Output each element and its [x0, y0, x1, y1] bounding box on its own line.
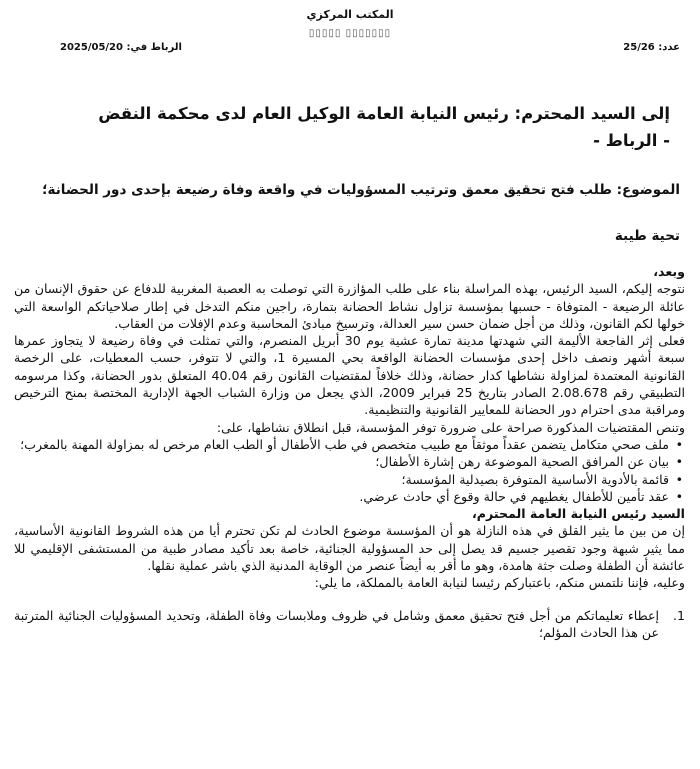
- bullet-icon: •: [675, 488, 683, 504]
- subject-line: الموضوع: طلب فتح تحقيق معمق وترتيب المسؤوليات في واقعة وفاة رضيعة بإحدى دور الحضانة؛: [42, 182, 680, 198]
- paragraph-5: وعليه، فإننا نلتمس منكم، باعتباركم رئيسا لنيابة العامة بالمملكة، ما يلي:: [314, 575, 685, 591]
- item-text: إعطاء تعليماتكم من أجل فتح تحقيق معمق وشامل في ظروف وملابسات وفاة الطفلة، وتحديد المسؤوليات الجنائية المترتبة عن هذا الحادث المؤلم؛: [14, 607, 659, 640]
- paragraph-3: وتنص المقتضيات المذكورة صراحة على ضرورة توفر المؤسسة، قبل انطلاق نشاطها، على:: [216, 419, 685, 435]
- letter-date: الرباط في: 2025/05/20: [60, 42, 182, 53]
- item-number: 1.: [672, 607, 685, 623]
- list-item: • قائمة بالأدوية الأساسية المتوفرة بصيدلية المؤسسة؛: [401, 471, 683, 487]
- bullet-icon: •: [675, 454, 683, 470]
- list-item: • بيان عن المرافق الصحية الموضوعة رهن إشارة الأطفال؛: [375, 454, 683, 470]
- paragraph-4: إن من بين ما يثير القلق في هذه النازلة هو أن المؤسسة موضوع الحادث لم تكن تحترم أيا من هذه الشروط القانونية الأساسية، مما يثير شبهة وجود تقصير جسيم قد يصل إلى حد المسؤولية الجنائية، خاصة بعد تأكيد مصادر طبية من المستشفى الإقليمي للا عائشة أن الطفلة وصلت جثة هامدة، وهو ما أقر به أيضاً عنصر من الوقاية المدنية الذي باشر عملية نقلها.: [14, 523, 685, 574]
- paragraph-1: نتوجه إليكم، السيد الرئيس، بهذه المراسلة بناء على طلب المؤازرة التي توصلت به العصبة المغربية للدفاع عن حقوق الإنسان من عائلة الرضيعة - المتوفاة - حسبها بمؤسسة تزاول نشاط الحضانة بتمارة، راجين منكم التدخل في إطار صلاحياتكم الواسعة التي خولها لكم القانون، وذلك من أجل ضمان حسن سير العدالة، وترسيخ مبادئ المحاسبة وعدم الإفلات من العقاب.: [14, 281, 685, 331]
- opening-phrase: وبعد،: [653, 264, 685, 279]
- bullet-icon: •: [675, 471, 683, 487]
- bullet-icon: •: [675, 436, 683, 452]
- numbered-item: [14, 607, 685, 642]
- addressee-line-1: إلى السيد المحترم: رئيس النيابة العامة الوكيل العام لدى محكمة النقض: [98, 104, 670, 123]
- section-heading: السيد رئيس النيابة العامة المحترم،: [471, 506, 685, 522]
- office-name: المكتب المركزي: [306, 8, 394, 21]
- letter-body: [14, 263, 685, 641]
- list-item: • ملف صحي متكامل يتضمن عقداً موثقاً مع طبيب متخصص في طب الأطفال أو الطب العام مرخص له بمزاولة المهنة بالمغرب؛: [20, 436, 683, 452]
- reference-number: عدد: 25/26: [623, 42, 680, 53]
- list-item: • عقد تأمين للأطفال يغطيهم في حالة وقوع أي حادث عرضي.: [359, 488, 683, 504]
- addressee: [40, 100, 670, 154]
- greeting: تحية طيبة: [614, 228, 680, 244]
- addressee-line-2: - الرباط -: [593, 131, 670, 150]
- paragraph-2: فعلى إثر الفاجعة الأليمة التي شهدتها مدينة تمارة عشية يوم 30 أبريل المنصرم، والتي تمثلت في وفاة رضيعة لا يتجاوز عمرها سبعة أشهر ونصف داخل إحدى مؤسسات الحضانة الواقعة بحي المسيرة 1، والتي لا تتوفر، حسب المعطيات، على الرخصة القانونية المعتمدة لمزاولة نشاطها كدار حضانة، وذلك خلافاً لمقتضيات القانون رقم 40.04 المتعلق بدور الحضانة، وكذا مرسومه التطبيقي رقم 2.08.678 الصادر بتاريخ 25 فبراير 2009، الذي يجعل من وزارة الشباب الجهة الإدارية المختصة بمنح الترخيص ومراقبة مدى احترام دور الحضانة للمعايير القانونية والتنظيمية.: [14, 333, 686, 418]
- office-subtitle: ▯▯▯▯▯ ▯▯▯▯▯▯▯: [308, 28, 392, 39]
